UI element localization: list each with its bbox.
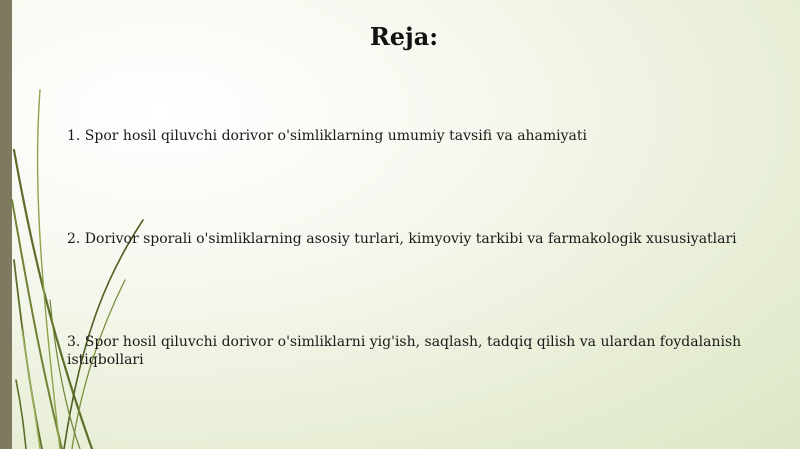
plan-item-2: 2. Dorivor sporali o'simliklarning asosiy turlari, kimyoviy tarkibi va farmakologik xususiyatlari — [67, 231, 737, 247]
left-accent-bar — [0, 0, 12, 449]
slide-title: Reja: — [369, 22, 439, 51]
plan-item-3: 3. Spor hosil qiluvchi dorivor o'simliklarni yig'ish, saqlash, tadqiq qilish va ulardan foydalanish istiqbollari — [67, 334, 742, 368]
plan-item-1: 1. Spor hosil qiluvchi dorivor o'simliklarning umumiy tavsifi va ahamiyati — [67, 128, 588, 144]
